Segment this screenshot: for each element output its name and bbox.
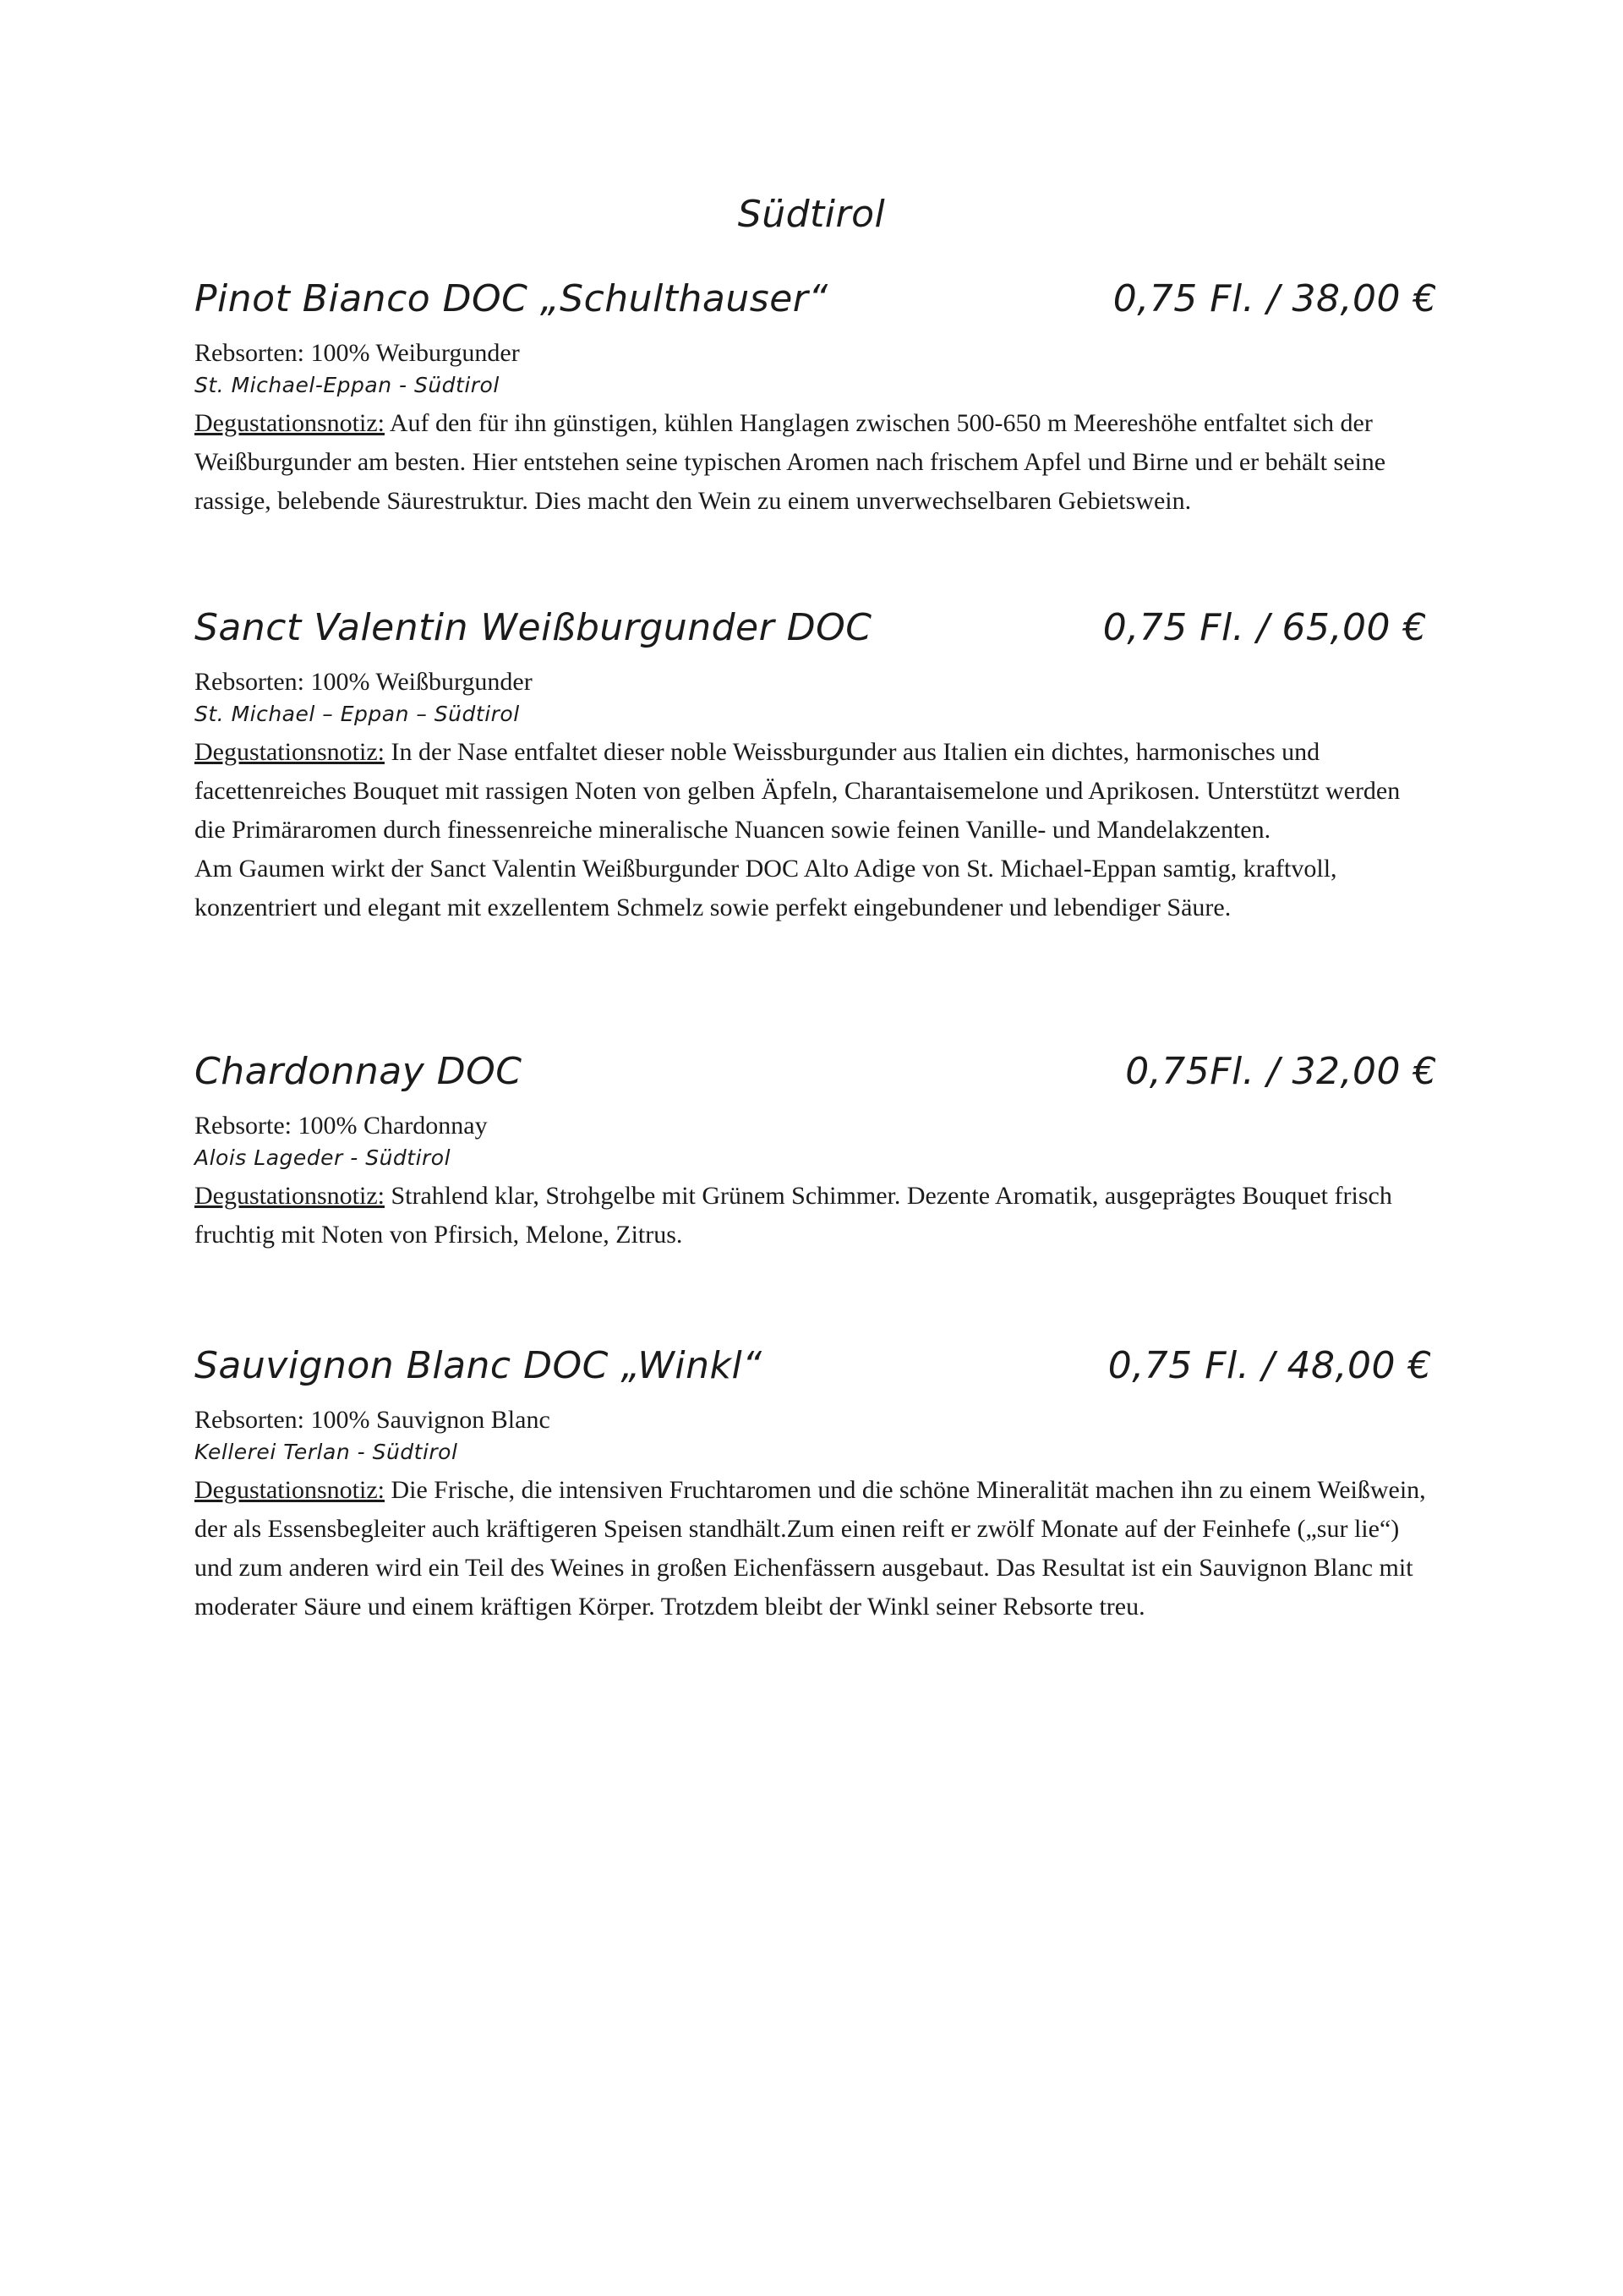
tasting-notes-paragraph: [194, 1177, 1437, 1255]
tasting-notes: [194, 733, 1437, 927]
wine-header: [194, 606, 1437, 664]
wine-grapes: Rebsorten: 100% Sauvignon Blanc: [194, 1406, 550, 1434]
tasting-notes-label: Degustationsnotiz:: [194, 1476, 385, 1504]
wine-grapes: Rebsorten: 100% Weißburgunder: [194, 668, 533, 696]
wine-name: Sauvignon Blanc DOC „Winkl“: [194, 1344, 762, 1387]
tasting-notes-text: Die Frische, die intensiven Fruchtaromen und die schöne Mineralität machen ihn zu einem Weißwein, der als Essensbegleiter auch kräftigeren Speisen standhält.Zum einen reift er zwölf Monate auf der Feinhefe („sur lie“) und zum anderen wird ein Teil des Weines in großen Eichenfässern ausgebaut. Das Resultat ist ein Sauvignon Blanc mit moderater Säure und einem kräftigen Körper. Trotzdem bleibt der Winkl seiner Rebsorte treu.: [194, 1476, 1426, 1621]
wine-price: 0,75 Fl. / 38,00 €: [1112, 277, 1437, 320]
tasting-notes-paragraph: [194, 404, 1437, 521]
tasting-notes-text: Strahlend klar, Strohgelbe mit Grünem Schimmer. Dezente Aromatik, ausgeprägtes Bouquet frisch fruchtig mit Noten von Pfirsich, Melone, Zitrus.: [194, 1182, 1392, 1249]
tasting-notes: [194, 404, 1437, 521]
wine-origin: Alois Lageder - Südtirol: [194, 1145, 451, 1170]
wine-header: [194, 1050, 1437, 1107]
wine-price: 0,75Fl. / 32,00 €: [1125, 1050, 1437, 1093]
wine-name: Sanct Valentin Weißburgunder DOC: [194, 606, 872, 649]
tasting-notes-label: Degustationsnotiz:: [194, 1182, 385, 1210]
wine-header: [194, 277, 1437, 335]
wine-price: 0,75 Fl. / 48,00 €: [1107, 1344, 1432, 1387]
wine-entry: [194, 606, 1437, 927]
wine-grapes: Rebsorte: 100% Chardonnay: [194, 1112, 488, 1140]
wine-entry: [194, 277, 1437, 521]
tasting-notes-paragraph: Am Gaumen wirkt der Sanct Valentin Weißburgunder DOC Alto Adige von St. Michael-Eppan samtig, kraftvoll, konzentriert und elegant mit exzellentem Schmelz sowie perfekt eingebundener und lebendiger Säure.: [194, 855, 1337, 921]
wine-origin: St. Michael-Eppan - Südtirol: [194, 373, 500, 397]
tasting-notes: [194, 1471, 1437, 1626]
tasting-notes-text: In der Nase entfaltet dieser noble Weissburgunder aus Italien ein dichtes, harmonisches und facettenreiches Bouquet mit rassigen Noten von gelben Äpfeln, Charantaisemelone und Aprikosen. Unterstützt werden die Primäraromen durch finessenreiche mineralische Nuancen sowie feinen Vanille- und Mandelakzenten.: [194, 738, 1401, 844]
wine-origin: Kellerei Terlan - Südtirol: [194, 1440, 458, 1464]
wine-name: Chardonnay DOC: [194, 1050, 522, 1093]
wine-header: [194, 1344, 1437, 1402]
wine-origin: St. Michael – Eppan – Südtirol: [194, 702, 520, 726]
wine-entry: [194, 1050, 1437, 1255]
tasting-notes-paragraph: [194, 733, 1437, 850]
wine-name: Pinot Bianco DOC „Schulthauser“: [194, 277, 828, 320]
wine-price: 0,75 Fl. / 65,00 €: [1102, 606, 1427, 649]
tasting-notes-label: Degustationsnotiz:: [194, 738, 385, 766]
wine-grapes: Rebsorten: 100% Weiburgunder: [194, 339, 520, 367]
tasting-notes-text: Auf den für ihn günstigen, kühlen Hanglagen zwischen 500-650 m Meereshöhe entfaltet sich der Weißburgunder am besten. Hier entstehen seine typischen Aromen nach frischem Apfel und Birne und er behält seine rassige, belebende Säurestruktur. Dies macht den Wein zu einem unverwechselbaren Gebietswein.: [194, 409, 1386, 515]
tasting-notes-paragraph: [194, 1471, 1437, 1626]
region-title: Südtirol: [737, 193, 886, 236]
tasting-notes: [194, 1177, 1437, 1255]
tasting-notes-label: Degustationsnotiz:: [194, 409, 385, 437]
wine-entry: [194, 1344, 1437, 1626]
